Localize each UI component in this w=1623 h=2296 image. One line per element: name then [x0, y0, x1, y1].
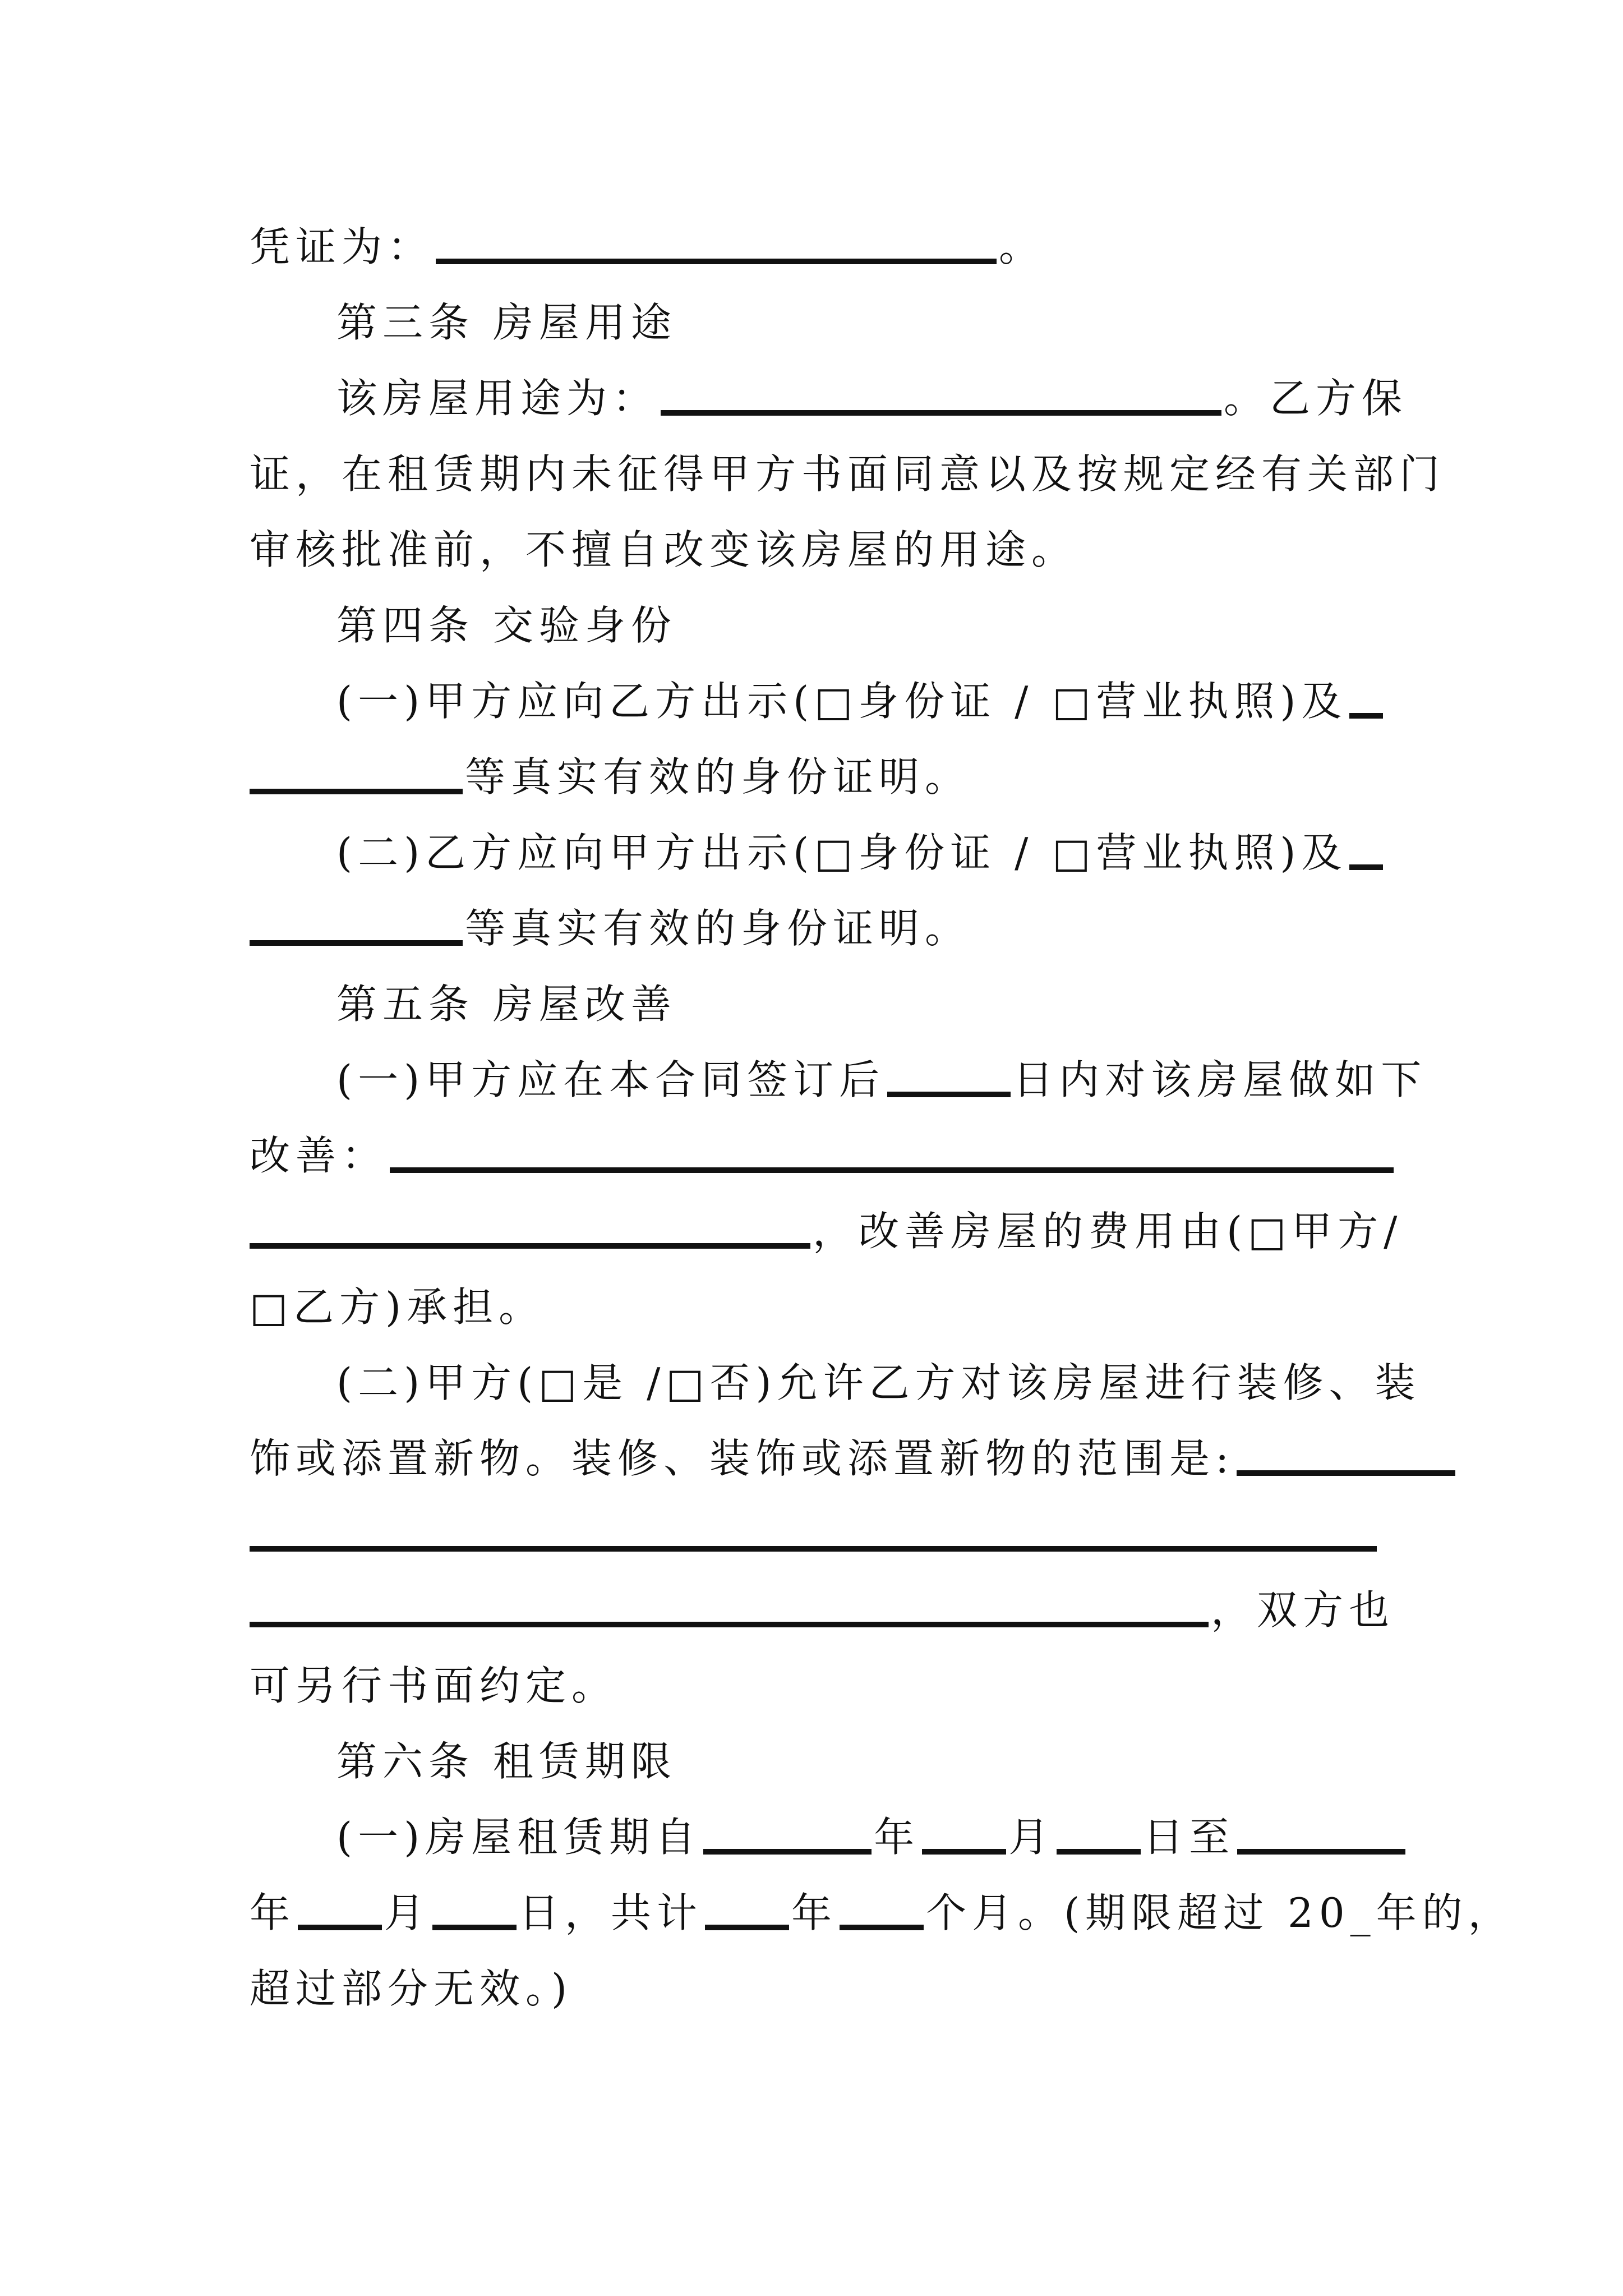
blank-line	[250, 1546, 1377, 1552]
blank-line	[840, 1925, 924, 1930]
line-party-b-id-cont: 等真实有效的身份证明。	[250, 898, 971, 959]
blank-line	[705, 1925, 789, 1930]
paragraph-line: 审核批准前，不擅自改变该房屋的用途。	[250, 526, 1078, 573]
blank-line	[703, 1849, 872, 1855]
article-3-heading: 第三条 房屋用途	[336, 299, 677, 346]
article-4-heading: 第四条 交验身份	[336, 602, 677, 649]
line-improvement-days: (一)甲方应在本合同签订后 日内对该房屋做如下	[336, 1056, 1427, 1103]
blank-line	[1349, 713, 1383, 719]
article-6-heading: 第六条 租赁期限	[336, 1738, 677, 1785]
blank-line	[1237, 1470, 1455, 1476]
blank-line	[250, 940, 463, 946]
line-lease-end: 年 月 日，共计 年 个月。(期限超过 20_年的，	[250, 1889, 1514, 1936]
blank-line	[1349, 864, 1383, 870]
blank-line	[922, 1849, 1006, 1855]
paragraph-line: 超过部分无效。)	[250, 1965, 573, 2012]
blank-line	[661, 410, 1221, 416]
line-improvement-cost: ，改善房屋的费用由(□甲方/	[250, 1200, 1403, 1262]
line-party-a-id-cont: 等真实有效的身份证明。	[250, 746, 971, 808]
blank-line	[250, 1622, 1209, 1627]
line-decoration-end: ，双方也	[250, 1579, 1395, 1641]
paragraph-line: (二)甲方(□是 /□否)允许乙方对该房屋进行装修、装	[336, 1359, 1421, 1406]
blank-line	[390, 1167, 1394, 1173]
article-5-heading: 第五条 房屋改善	[336, 981, 677, 1028]
line-decoration-blank	[250, 1503, 1379, 1565]
line-party-b-id: (二)乙方应向甲方出示(□身份证 / □营业执照)及	[336, 822, 1385, 884]
blank-line	[887, 1092, 1011, 1097]
blank-line	[250, 1243, 810, 1249]
line-decoration-scope: 饰或添置新物。装修、装饰或添置新物的范围是:	[250, 1428, 1458, 1489]
blank-line	[436, 259, 997, 264]
blank-line	[298, 1925, 382, 1930]
blank-line	[432, 1925, 517, 1930]
blank-line	[1237, 1849, 1405, 1855]
paragraph-line: □乙方)承担。	[250, 1283, 545, 1331]
paragraph-line: 证，在租赁期内未征得甲方书面同意以及按规定经有关部门	[250, 450, 1446, 498]
line-usage: 该房屋用途为： 。乙方保	[336, 375, 1408, 422]
paragraph-line: 可另行书面约定。	[250, 1662, 618, 1709]
line-lease-start: (一)房屋租赁期自 年 月 日至	[336, 1806, 1408, 1868]
line-improvement-content: 改善：	[250, 1125, 1396, 1186]
line-voucher: 凭证为： 。	[250, 223, 1045, 270]
blank-line	[250, 789, 463, 794]
line-party-a-id: (一)甲方应向乙方出示(□身份证 / □营业执照)及	[336, 670, 1385, 732]
blank-line	[1057, 1849, 1141, 1855]
